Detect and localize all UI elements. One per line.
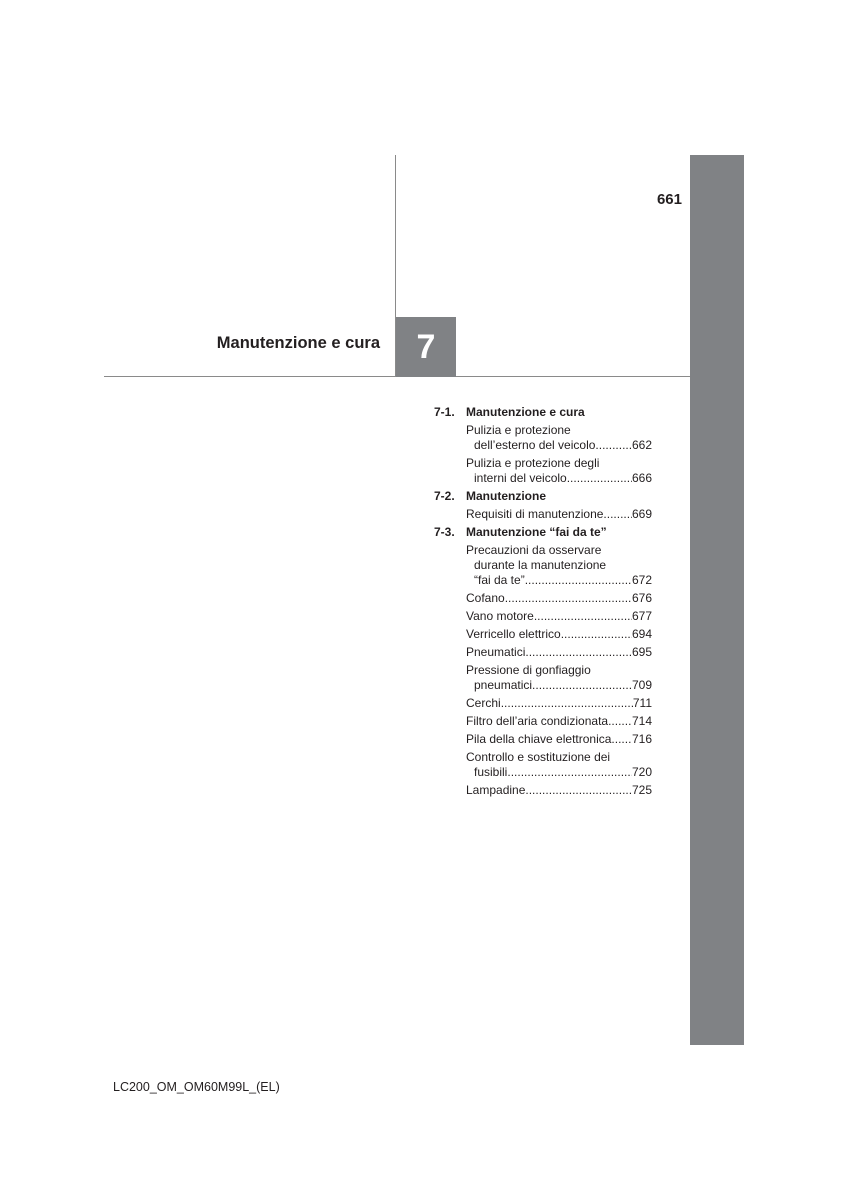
toc-entry[interactable] — [430, 609, 652, 624]
toc-section-title: Manutenzione “fai da te” — [466, 525, 607, 539]
toc-entry-page: 694 — [631, 627, 652, 641]
toc-entry[interactable] — [430, 543, 652, 588]
page-number: 661 — [656, 191, 682, 208]
toc-entry-line — [466, 696, 652, 711]
toc-entry-text: Vano motore — [466, 609, 534, 623]
toc-entry-text: Pulizia e protezione — [466, 423, 571, 437]
toc-entry-line — [466, 714, 652, 729]
toc-entry[interactable] — [430, 591, 652, 606]
toc-entry-page: 716 — [631, 732, 652, 746]
toc-entry-text: Pila della chiave elettronica — [466, 732, 612, 746]
toc-entry-page: 666 — [631, 471, 652, 485]
toc-entry-text: Filtro dell’aria condizionata — [466, 714, 609, 728]
toc-section-number: 7-2. — [434, 489, 455, 503]
chapter-title: Manutenzione e cura — [216, 334, 380, 352]
toc-entry[interactable] — [430, 645, 652, 660]
toc-entry-page: 669 — [631, 507, 652, 521]
toc-section-title: Manutenzione e cura — [466, 405, 585, 419]
toc-dot-leader — [595, 438, 632, 453]
toc-entry-line — [466, 573, 652, 588]
toc-dot-leader — [608, 714, 632, 729]
footer-code: LC200_OM_OM60M99L_(EL) — [113, 1080, 280, 1094]
toc-entry-text: interni del veicolo — [474, 471, 567, 485]
toc-entry-page: 695 — [631, 645, 652, 659]
toc-entry-page: 714 — [631, 714, 652, 728]
toc-entry-page: 672 — [631, 573, 652, 587]
toc-entry-line — [466, 783, 652, 798]
toc-entry-text: Cofano — [466, 591, 505, 605]
toc-entry-line — [466, 438, 652, 453]
toc-entry-text: “fai da te” — [474, 573, 525, 587]
toc-dot-leader — [525, 783, 632, 798]
toc-entry[interactable] — [430, 732, 652, 747]
toc-entry-page: 720 — [631, 765, 652, 779]
toc-dot-leader — [525, 645, 632, 660]
toc-entry[interactable] — [430, 507, 652, 522]
toc-section-heading — [430, 405, 652, 420]
toc-dot-leader — [603, 507, 632, 522]
toc-entry[interactable] — [430, 663, 652, 693]
toc-dot-leader — [561, 627, 632, 642]
toc-entry-page: 662 — [631, 438, 652, 452]
toc-entry-text: Pneumatici — [466, 645, 526, 659]
toc-section-title: Manutenzione — [466, 489, 546, 503]
table-of-contents — [430, 405, 652, 801]
toc-entry-text: Controllo e sostituzione dei — [466, 750, 611, 764]
toc-entry-line — [466, 627, 652, 642]
toc-entry-line — [466, 663, 652, 678]
toc-dot-leader — [505, 591, 632, 606]
toc-entry[interactable] — [430, 696, 652, 711]
chapter-number: 7 — [416, 327, 436, 366]
toc-section-number: 7-1. — [434, 405, 455, 419]
toc-dot-leader — [501, 696, 633, 711]
toc-entry[interactable] — [430, 783, 652, 798]
toc-section-number: 7-3. — [434, 525, 455, 539]
toc-dot-leader — [611, 732, 632, 747]
toc-entry-text: Pulizia e protezione degli — [466, 456, 600, 470]
toc-entry-text: durante la manutenzione — [474, 558, 607, 572]
toc-section-heading — [430, 525, 652, 540]
toc-dot-leader — [534, 609, 632, 624]
toc-entry-page: 711 — [632, 696, 652, 710]
toc-entry[interactable] — [430, 627, 652, 642]
toc-entry-line — [466, 471, 652, 486]
toc-entry-text: Requisiti di manutenzione — [466, 507, 604, 521]
toc-entry-line — [466, 609, 652, 624]
toc-entry-page: 709 — [631, 678, 652, 692]
toc-dot-leader — [525, 573, 632, 588]
toc-entry-line — [466, 456, 652, 471]
toc-entry-text: Verricello elettrico — [466, 627, 561, 641]
toc-entry-page: 676 — [631, 591, 652, 605]
toc-entry-text: dell’esterno del veicolo — [474, 438, 596, 452]
toc-entry-text: Precauzioni da osservare — [466, 543, 602, 557]
toc-entry[interactable] — [430, 423, 652, 453]
toc-entry-text: fusibili — [474, 765, 508, 779]
toc-entry-line — [466, 645, 652, 660]
toc-dot-leader — [567, 471, 632, 486]
toc-entry-line — [466, 543, 652, 558]
toc-dot-leader — [532, 678, 632, 693]
toc-entry-text: Lampadine — [466, 783, 526, 797]
toc-entry-line — [466, 765, 652, 780]
toc-entry-line — [466, 423, 652, 438]
toc-entry[interactable] — [430, 750, 652, 780]
chapter-number-box — [396, 317, 456, 377]
toc-section-heading — [430, 489, 652, 504]
toc-entry[interactable] — [430, 714, 652, 729]
toc-entry-line — [466, 732, 652, 747]
toc-entry-line — [466, 591, 652, 606]
toc-entry-line — [466, 750, 652, 765]
toc-entry-text: pneumatici — [474, 678, 533, 692]
toc-entry-text: Pressione di gonfiaggio — [466, 663, 591, 677]
toc-entry-line — [466, 678, 652, 693]
toc-entry-line — [466, 558, 652, 573]
toc-entry-page: 725 — [631, 783, 652, 797]
chapter-side-tab — [690, 155, 744, 1045]
toc-entry-page: 677 — [631, 609, 652, 623]
toc-dot-leader — [507, 765, 632, 780]
toc-entry-text: Cerchi — [466, 696, 501, 710]
toc-entry[interactable] — [430, 456, 652, 486]
toc-entry-line — [466, 507, 652, 522]
